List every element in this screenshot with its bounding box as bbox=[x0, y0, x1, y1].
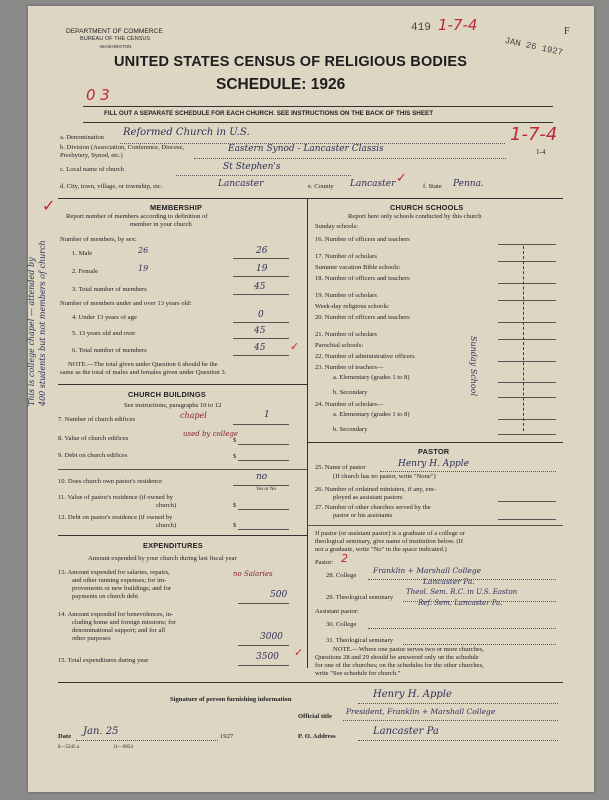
q2-label: 2. Female bbox=[72, 268, 99, 275]
official-title-value: President, Franklin + Marshall College bbox=[346, 707, 496, 716]
q3-label: 3. Total number of members bbox=[72, 286, 147, 293]
assistant-pastor-label: Assistant pastor: bbox=[315, 608, 359, 615]
q29-label: 29. Theological seminary bbox=[326, 594, 394, 601]
q11-currency: $ bbox=[233, 502, 237, 509]
city-value: Lancaster bbox=[218, 179, 264, 189]
q24b-label: b. Secondary bbox=[333, 426, 368, 433]
local-name-value: St Stephen's bbox=[223, 162, 281, 172]
q17-label: 17. Number of scholars bbox=[315, 253, 377, 260]
print-code-1: 8—5245 a bbox=[58, 745, 79, 750]
q14-label-4: other purposes bbox=[72, 635, 111, 642]
schools-intro: Report here only schools conducted by this church bbox=[348, 213, 482, 220]
census-schedule-sheet bbox=[28, 6, 594, 792]
red-check-expend: ✓ bbox=[294, 646, 304, 659]
po-address-value: Lancaster Pa bbox=[373, 726, 439, 737]
q13-label-2: and other running expenses; for im- bbox=[72, 577, 167, 584]
po-address-label: P. O. Address bbox=[298, 733, 336, 740]
q13-label-3: provements or new buildings; and for bbox=[72, 585, 172, 592]
pastor-note-3: for one of the churches; on the schedules for the other churches, bbox=[315, 662, 484, 669]
q25-label: 25. Name of pastor bbox=[315, 464, 366, 471]
red-check-county: ✓ bbox=[396, 171, 407, 186]
q22-label: 22. Number of administrative officers bbox=[315, 353, 415, 360]
received-date-stamp: JAN 26 1927 bbox=[503, 35, 564, 59]
q9-label: 9. Debt on church edifices bbox=[58, 452, 128, 459]
q26-label-1: 26. Number of ordained ministers, if any, em- bbox=[315, 486, 436, 493]
schools-vertical-note: Sunday School bbox=[469, 336, 478, 397]
city-label: WASHINGTON bbox=[100, 44, 132, 49]
signature-label: Signature of person furnishing information bbox=[170, 696, 292, 703]
graduate-note-1: If pastor (or assistant pastor) is a graduate of a college or bbox=[315, 530, 465, 537]
q14-label-3: denominational support; and for all bbox=[72, 627, 166, 634]
q1-value: 26 bbox=[256, 246, 268, 256]
membership-note-2: same as the total of males and females given under Question 3. bbox=[60, 369, 227, 376]
margin-note-line-2: 400 students but not members of church bbox=[38, 240, 47, 406]
q21-label: 21. Number of scholars bbox=[315, 331, 377, 338]
q19-label: 19. Number of scholars bbox=[315, 292, 377, 299]
q1-label: 1. Male bbox=[72, 250, 93, 257]
membership-note-1: NOTE.—The total given under Question 6 should be the bbox=[68, 361, 218, 368]
expenditures-intro: Amount expended by your church during last fiscal year bbox=[88, 555, 237, 562]
q10-label: 10. Does church own pastor's residence bbox=[58, 478, 163, 485]
department-label: DEPARTMENT OF COMMERCE bbox=[66, 28, 163, 35]
q13-label-1: 13. Amount expended for salaries, repairs, bbox=[58, 569, 170, 576]
form-title: UNITED STATES CENSUS OF RELIGIOUS BODIES bbox=[114, 54, 468, 70]
stamp-code: 1-7-4 bbox=[438, 16, 478, 34]
q7-value: 1 bbox=[264, 410, 270, 420]
pastor-note-1: NOTE.—Where one pastor serves two or more churches, bbox=[333, 646, 485, 653]
q14-label-2: cluding home and foreign missions; for bbox=[72, 619, 176, 626]
red-right-code: 1-7-4 bbox=[510, 124, 558, 145]
q11-label-1: 11. Value of pastor's residence (if owned by bbox=[58, 494, 174, 501]
q11-label-2: church) bbox=[156, 502, 177, 509]
q25-value: Henry H. Apple bbox=[398, 459, 470, 469]
q30-label: 30. College bbox=[326, 621, 357, 628]
q7-handwritten: chapel bbox=[180, 411, 207, 420]
q23-label: 23. Number of teachers— bbox=[315, 364, 384, 371]
date-value: Jan. 25 bbox=[83, 726, 119, 737]
q27-label-2: pastor or his assistants bbox=[333, 512, 393, 519]
parochial-schools-label: Parochial schools: bbox=[315, 342, 364, 349]
print-code-2: 11—9054 bbox=[113, 745, 133, 750]
year-label: 1927 bbox=[220, 733, 234, 740]
membership-heading: MEMBERSHIP bbox=[150, 203, 203, 212]
q15-label: 15. Total expenditures during year bbox=[58, 657, 149, 664]
pastor-red-mark: 2 bbox=[341, 552, 348, 565]
q8-label: 8. Value of church edifices bbox=[58, 435, 129, 442]
q13-value: 500 bbox=[270, 590, 288, 600]
q23a-label: a. Elementary (grades 1 to 8) bbox=[333, 374, 410, 381]
pastor-label: Pastor: bbox=[315, 559, 334, 566]
stamp-number: 419 bbox=[411, 22, 431, 34]
red-check-total: ✓ bbox=[290, 340, 300, 353]
q14-label-1: 14. Amount expended for benevolences, in- bbox=[58, 611, 174, 618]
denomination-label: a. Denomination bbox=[60, 134, 104, 141]
schedule-title: SCHEDULE: 1926 bbox=[216, 76, 346, 93]
q31-label: 31. Theological seminary bbox=[326, 637, 394, 644]
members-by-age-label: Number of members under and over 13 years old: bbox=[60, 300, 192, 307]
q6-value: 45 bbox=[254, 343, 266, 353]
small-code: 1-4 bbox=[536, 148, 546, 156]
buildings-subheading: See instructions, paragraphs 10 to 12 bbox=[124, 402, 222, 409]
weekday-schools-label: Week-day religious schools: bbox=[315, 303, 390, 310]
q3-value: 45 bbox=[254, 282, 266, 292]
graduate-note-2: theological seminary, give name of institution below. (If bbox=[315, 538, 464, 545]
q26-label-2: ployed as assistant pastors bbox=[333, 494, 403, 501]
county-label: e. County bbox=[308, 183, 334, 190]
q14-value: 3000 bbox=[260, 632, 283, 642]
q24-label: 24. Number of scholars— bbox=[315, 401, 384, 408]
sunday-schools-label: Sunday schools: bbox=[315, 223, 359, 230]
expenditures-heading: EXPENDITURES bbox=[143, 541, 203, 550]
pastor-note-2: Questions 28 and 29 should be answered only on the schedule bbox=[315, 654, 479, 661]
q18-label: 18. Number of officers and teachers bbox=[315, 275, 410, 282]
q12-label-1: 12. Debt on pastor's residence (if owned by bbox=[58, 514, 173, 521]
q8-currency: $ bbox=[233, 437, 237, 444]
schools-heading: CHURCH SCHOOLS bbox=[390, 203, 464, 212]
q13-handwritten: no Salaries bbox=[233, 570, 273, 578]
q29-value-2: Ref. Sem. Lancaster Pa. bbox=[418, 599, 503, 607]
q24a-label: a. Elementary (grades 1 to 8) bbox=[333, 411, 410, 418]
q1-handwritten: 26 bbox=[138, 246, 149, 255]
county-value: Lancaster bbox=[350, 179, 396, 189]
graduate-note-3: not a graduate, write "No" in the space indicated.) bbox=[315, 546, 447, 553]
q28-label: 28. College bbox=[326, 572, 357, 579]
instruction-line: FILL OUT A SEPARATE SCHEDULE FOR EACH CHURCH. SEE INSTRUCTIONS ON THE BACK OF THIS SHEET bbox=[104, 110, 434, 117]
red-margin-mark: ✓ bbox=[42, 196, 56, 215]
q20-label: 20. Number of officers and teachers bbox=[315, 314, 410, 321]
q5-label: 5. 13 years old and over bbox=[72, 330, 136, 337]
local-name-label: c. Local name of church bbox=[60, 166, 124, 173]
division-label: b. Division (Association, Conference, Diocese, Presbytery, Synod, etc.) bbox=[60, 144, 185, 159]
q23b-label: b. Secondary bbox=[333, 389, 368, 396]
state-label: f. State bbox=[423, 183, 442, 190]
q29-value: Theol. Sem. R.C. in U.S. Easton bbox=[406, 588, 518, 596]
membership-intro-2: member in your church bbox=[130, 221, 192, 228]
q12-label-2: church) bbox=[156, 522, 177, 529]
signature-value: Henry H. Apple bbox=[373, 689, 452, 700]
city-field-label: d. City, town, village, or township, etc. bbox=[60, 183, 163, 190]
q16-label: 16. Number of officers and teachers bbox=[315, 236, 410, 243]
pastor-note-4: write "See schedule for church." bbox=[315, 670, 401, 677]
q28-value: Franklin + Marshall College bbox=[373, 566, 482, 575]
q15-value: 3500 bbox=[256, 652, 279, 662]
q25-note: (If church has no pastor, write "None") bbox=[333, 473, 436, 480]
membership-intro-1: Report number of members according to definition of bbox=[66, 213, 208, 220]
denomination-value: Reformed Church in U.S. bbox=[123, 127, 250, 138]
q27-label-1: 27. Number of other churches served by the bbox=[315, 504, 431, 511]
q13-label-4: payments on church debt bbox=[72, 593, 139, 600]
buildings-heading: CHURCH BUILDINGS bbox=[128, 390, 206, 399]
members-by-sex-label: Number of members, by sex: bbox=[60, 236, 137, 243]
official-title-label: Official title bbox=[298, 713, 332, 720]
q4-label: 4. Under 13 years of age bbox=[72, 314, 137, 321]
q9-currency: $ bbox=[233, 453, 237, 460]
red-code: 0 3 bbox=[86, 86, 110, 104]
q4-value: 0 bbox=[258, 310, 264, 320]
q6-label: 6. Total number of members bbox=[72, 347, 147, 354]
division-value: Eastern Synod - Lancaster Classis bbox=[228, 144, 384, 154]
corner-mark: F bbox=[564, 26, 570, 37]
q5-value: 45 bbox=[254, 326, 266, 336]
margin-note-line-1: This is college chapel — attended by bbox=[27, 257, 36, 406]
date-label: Date bbox=[58, 733, 72, 740]
margin-note bbox=[26, 240, 48, 406]
summer-schools-label: Summer vacation Bible schools: bbox=[315, 264, 401, 271]
q7-label: 7. Number of church edifices bbox=[58, 416, 136, 423]
bureau-label: BUREAU OF THE CENSUS bbox=[80, 36, 151, 42]
q2-handwritten: 19 bbox=[138, 264, 149, 273]
q8-handwritten: used by college bbox=[183, 430, 238, 438]
q2-value: 19 bbox=[256, 264, 268, 274]
q10-value: no bbox=[256, 472, 268, 482]
q28-value-2: Lancaster Pa. bbox=[423, 577, 475, 586]
state-value: Penna. bbox=[453, 179, 484, 189]
q10-hint: Yes or No bbox=[256, 487, 277, 492]
q12-currency: $ bbox=[233, 522, 237, 529]
pastor-heading: PASTOR bbox=[418, 447, 450, 456]
